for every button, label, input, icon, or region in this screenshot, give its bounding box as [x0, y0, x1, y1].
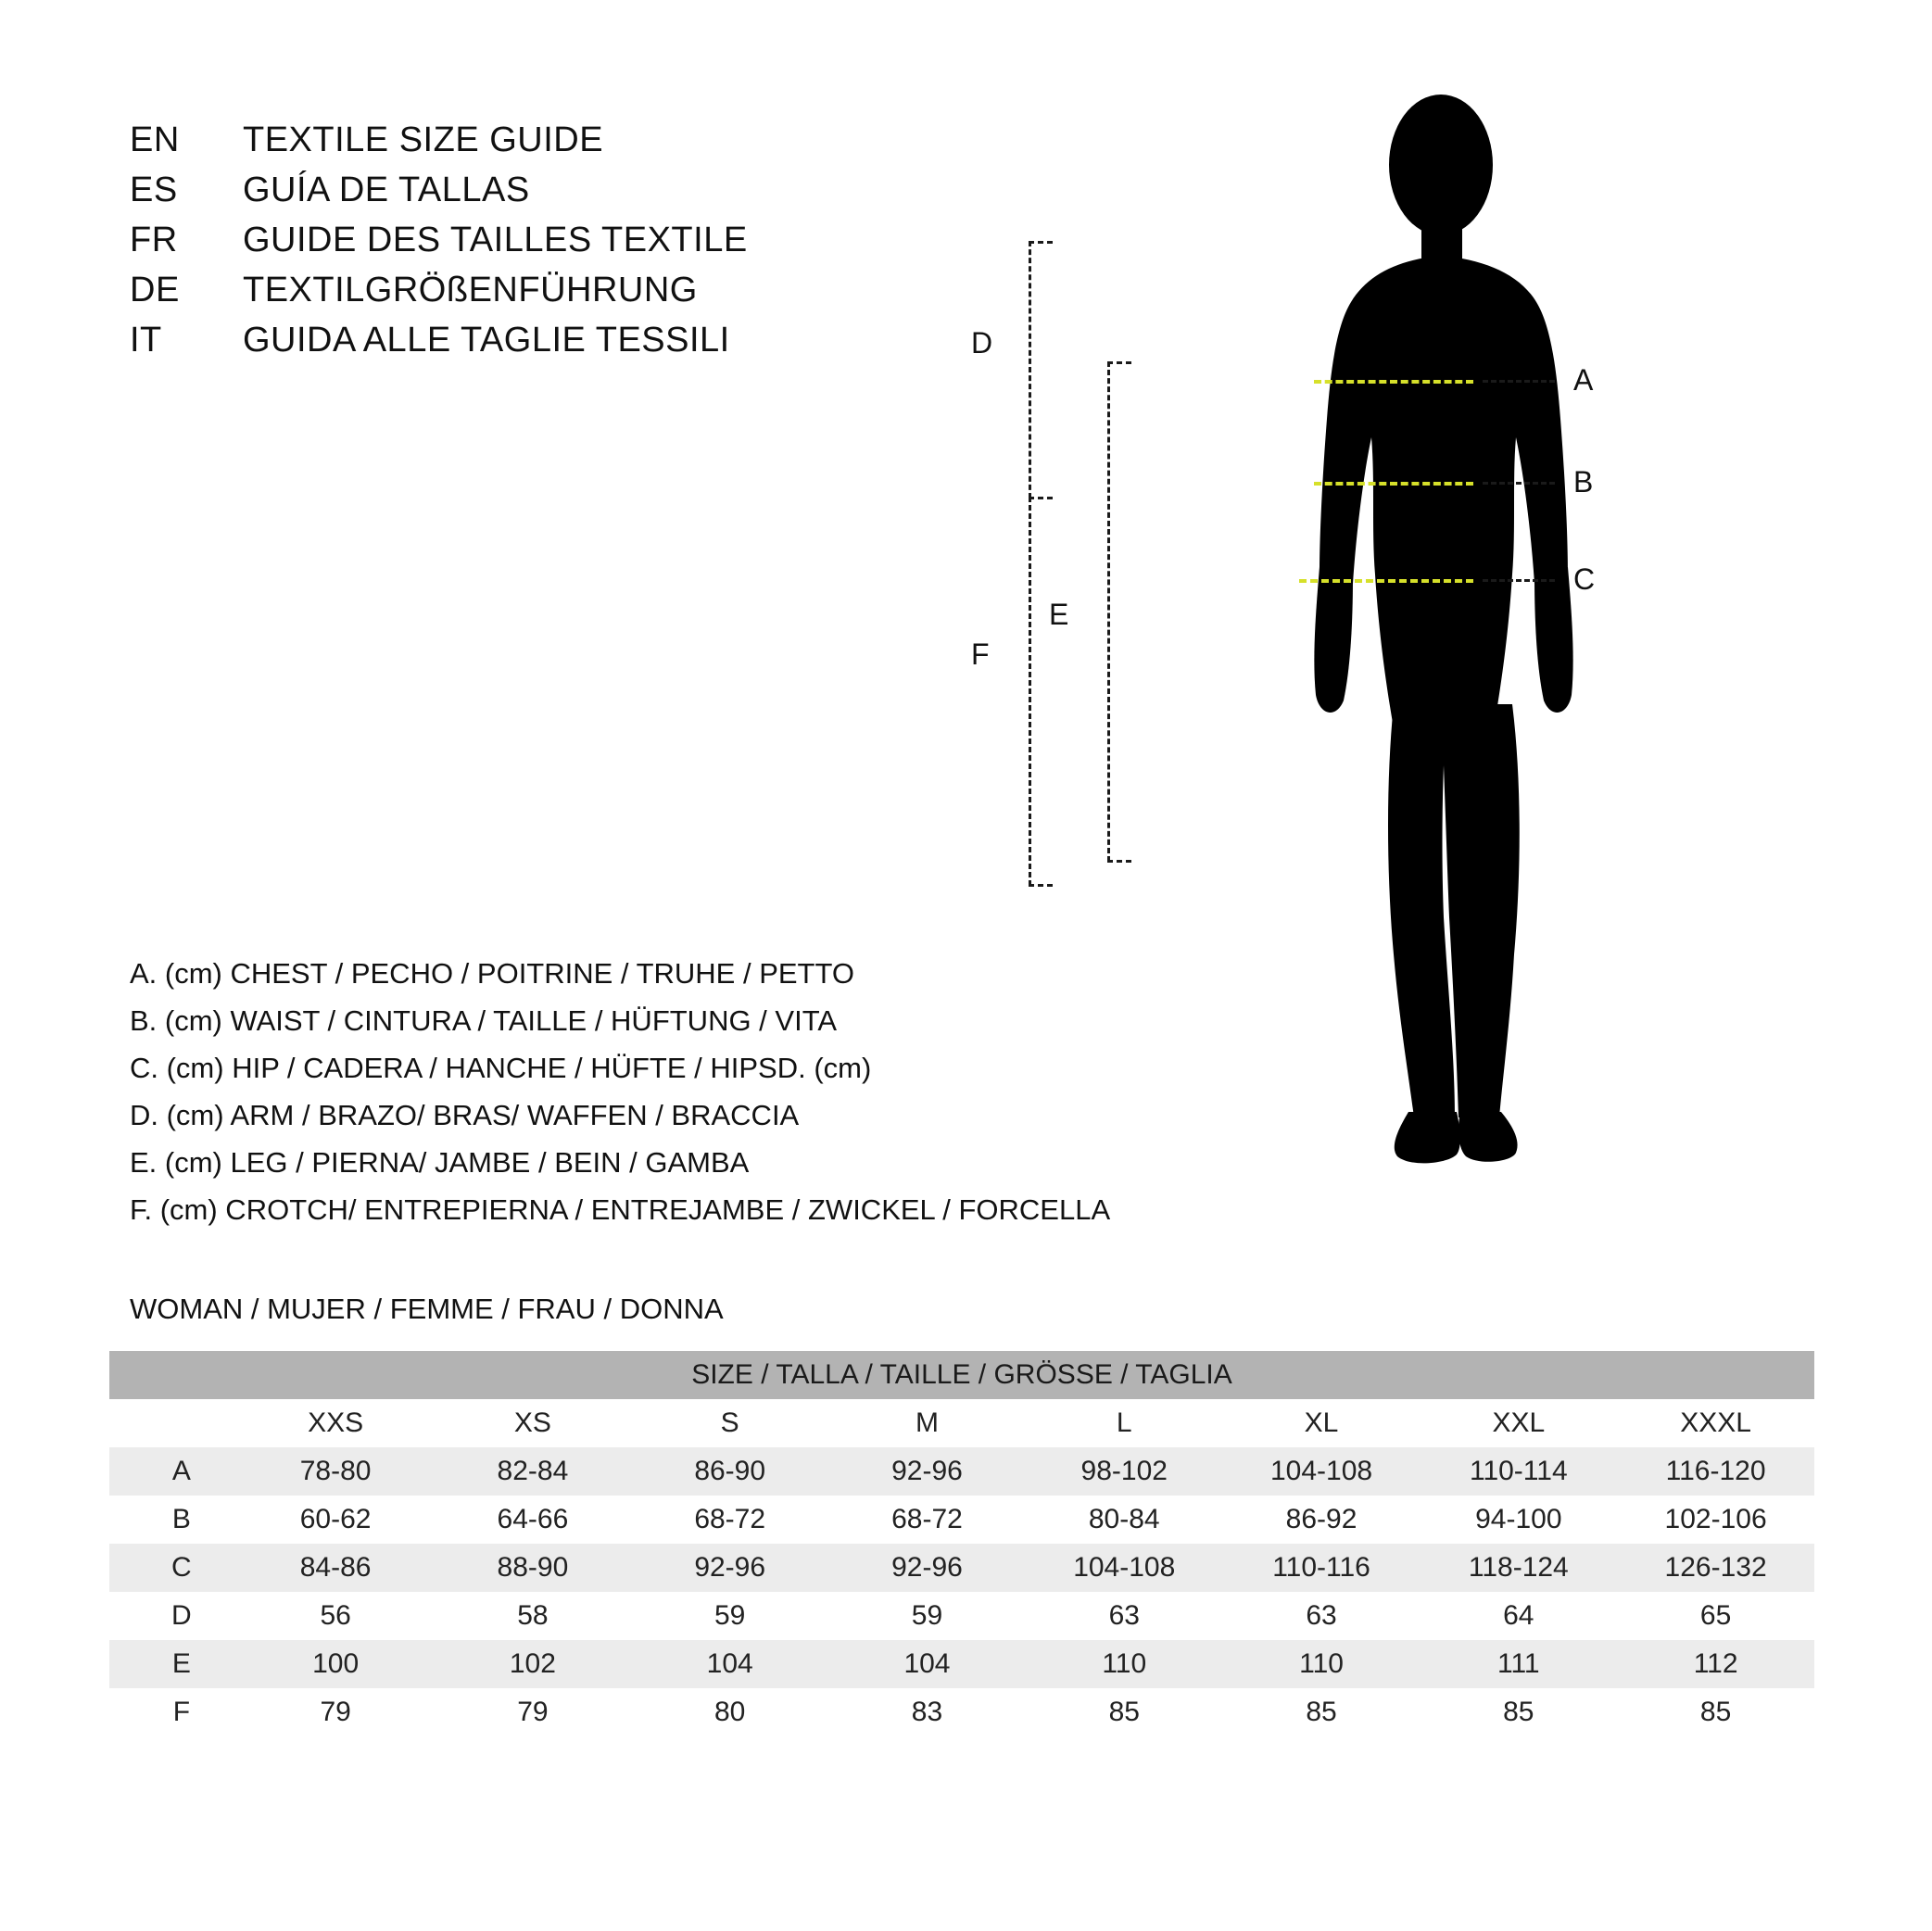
title-row-es: [130, 170, 748, 221]
dimension-label-c: C: [1573, 562, 1596, 596]
table-banner-label: SIZE / TALLA / TAILLE / GRÖSSE / TAGLIA: [109, 1351, 1814, 1399]
dimension-label-d: D: [971, 326, 993, 360]
legend-block: [130, 959, 1110, 1243]
title-lang-en: EN: [130, 120, 180, 159]
table-col-header-xxl: XXL: [1420, 1399, 1617, 1447]
legend-item-f: F. (cm) CROTCH/ ENTREPIERNA / ENTREJAMBE / ZWICKEL / FORCELLA: [130, 1193, 1111, 1226]
crotch-guide-cap-bottom: [1029, 884, 1053, 887]
title-lang-es: ES: [130, 170, 178, 209]
table-col-header-xl: XL: [1223, 1399, 1421, 1447]
cell-b-xxxl: 102-106: [1617, 1496, 1814, 1544]
cell-d-s: 59: [631, 1592, 828, 1640]
leg-dimension-guide: [1107, 361, 1110, 862]
cell-e-xs: 102: [435, 1640, 632, 1688]
cell-b-xl: 86-92: [1223, 1496, 1421, 1544]
row-label-c: C: [109, 1544, 237, 1592]
legend-item-e: E. (cm) LEG / PIERNA/ JAMBE / BEIN / GAMBA: [130, 1146, 750, 1179]
cell-f-s: 80: [631, 1688, 828, 1736]
table-row: [109, 1496, 1814, 1544]
leg-guide-cap-bottom: [1107, 860, 1131, 863]
title-row-it: [130, 321, 748, 371]
cell-a-m: 92-96: [828, 1447, 1026, 1496]
title-text-de: TEXTILGRÖßENFÜHRUNG: [243, 271, 698, 309]
cell-b-xxl: 94-100: [1420, 1496, 1617, 1544]
table-corner-cell: [109, 1399, 237, 1447]
cell-c-m: 92-96: [828, 1544, 1026, 1592]
title-text-en: TEXTILE SIZE GUIDE: [243, 120, 604, 159]
cell-f-xxl: 85: [1420, 1688, 1617, 1736]
cell-f-m: 83: [828, 1688, 1026, 1736]
title-lang-fr: FR: [130, 221, 178, 259]
cell-d-xxs: 56: [237, 1592, 435, 1640]
cell-b-l: 80-84: [1026, 1496, 1223, 1544]
table-col-header-xxs: XXS: [237, 1399, 435, 1447]
leader-line-c: [1483, 579, 1555, 582]
row-label-e: E: [109, 1640, 237, 1688]
cell-e-l: 110: [1026, 1640, 1223, 1688]
title-row-fr: [130, 221, 748, 271]
cell-e-xxs: 100: [237, 1640, 435, 1688]
cell-f-xxxl: 85: [1617, 1688, 1814, 1736]
cell-c-xxxl: 126-132: [1617, 1544, 1814, 1592]
table-row: [109, 1688, 1814, 1736]
table-col-header-s: S: [631, 1399, 828, 1447]
cell-b-s: 68-72: [631, 1496, 828, 1544]
crotch-dimension-guide: [1029, 497, 1031, 886]
cell-a-xxl: 110-114: [1420, 1447, 1617, 1496]
row-label-a: A: [109, 1447, 237, 1496]
table-banner-row: [109, 1351, 1814, 1399]
arm-guide-cap-top: [1029, 241, 1053, 244]
cell-c-xxs: 84-86: [237, 1544, 435, 1592]
cell-d-xxl: 64: [1420, 1592, 1617, 1640]
cell-a-xxs: 78-80: [237, 1447, 435, 1496]
dimension-label-a: A: [1573, 363, 1594, 397]
cell-d-xs: 58: [435, 1592, 632, 1640]
cell-b-xs: 64-66: [435, 1496, 632, 1544]
cell-a-xl: 104-108: [1223, 1447, 1421, 1496]
row-label-b: B: [109, 1496, 237, 1544]
legend-item-c: C. (cm) HIP / CADERA / HANCHE / HÜFTE / HIPSD. (cm): [130, 1052, 872, 1084]
cell-f-xxs: 79: [237, 1688, 435, 1736]
dimension-label-b: B: [1573, 465, 1594, 499]
cell-f-xl: 85: [1223, 1688, 1421, 1736]
leg-guide-cap-top: [1107, 361, 1131, 364]
title-text-es: GUÍA DE TALLAS: [243, 170, 530, 209]
title-lang-it: IT: [130, 321, 162, 360]
cell-c-s: 92-96: [631, 1544, 828, 1592]
title-row-en: [130, 120, 748, 170]
cell-c-xl: 110-116: [1223, 1544, 1421, 1592]
title-text-it: GUIDA ALLE TAGLIE TESSILI: [243, 321, 730, 360]
table-header-row: [109, 1399, 1814, 1447]
cell-c-xxl: 118-124: [1420, 1544, 1617, 1592]
cell-b-xxs: 60-62: [237, 1496, 435, 1544]
cell-e-xxl: 111: [1420, 1640, 1617, 1688]
cell-e-m: 104: [828, 1640, 1026, 1688]
table-row: [109, 1447, 1814, 1496]
table-col-header-xxxl: XXXL: [1617, 1399, 1814, 1447]
cell-a-s: 86-90: [631, 1447, 828, 1496]
table-row: [109, 1640, 1814, 1688]
cell-d-xl: 63: [1223, 1592, 1421, 1640]
legend-item-a: A. (cm) CHEST / PECHO / POITRINE / TRUHE / PETTO: [130, 957, 854, 990]
table-col-header-l: L: [1026, 1399, 1223, 1447]
leader-line-b: [1483, 482, 1555, 485]
legend-item-b: B. (cm) WAIST / CINTURA / TAILLE / HÜFTUNG / VITA: [130, 1004, 838, 1037]
cell-e-xxxl: 112: [1617, 1640, 1814, 1688]
group-label: WOMAN / MUJER / FEMME / FRAU / DONNA: [130, 1293, 724, 1325]
cell-a-xs: 82-84: [435, 1447, 632, 1496]
cell-c-l: 104-108: [1026, 1544, 1223, 1592]
title-text-fr: GUIDE DES TAILLES TEXTILE: [243, 221, 748, 259]
cell-a-l: 98-102: [1026, 1447, 1223, 1496]
row-label-f: F: [109, 1688, 237, 1736]
cell-f-xs: 79: [435, 1688, 632, 1736]
cell-a-xxxl: 116-120: [1617, 1447, 1814, 1496]
dimension-label-e: E: [1049, 598, 1069, 631]
size-table: [109, 1351, 1814, 1736]
cell-c-xs: 88-90: [435, 1544, 632, 1592]
cell-d-xxxl: 65: [1617, 1592, 1814, 1640]
leader-line-a: [1483, 380, 1555, 383]
cell-d-m: 59: [828, 1592, 1026, 1640]
chest-measure-line: [1314, 380, 1473, 384]
cell-e-s: 104: [631, 1640, 828, 1688]
dimension-label-f: F: [971, 637, 990, 671]
size-table-wrapper: [109, 1351, 1814, 1736]
hip-measure-line: [1299, 579, 1473, 583]
cell-d-l: 63: [1026, 1592, 1223, 1640]
legend-item-d: D. (cm) ARM / BRAZO/ BRAS/ WAFFEN / BRACCIA: [130, 1099, 800, 1131]
table-row: [109, 1592, 1814, 1640]
row-label-d: D: [109, 1592, 237, 1640]
table-row: [109, 1544, 1814, 1592]
title-row-de: [130, 271, 748, 321]
table-col-header-xs: XS: [435, 1399, 632, 1447]
cell-f-l: 85: [1026, 1688, 1223, 1736]
table-col-header-m: M: [828, 1399, 1026, 1447]
arm-guide-cap-bottom: [1029, 497, 1053, 499]
waist-measure-line: [1314, 482, 1473, 486]
body-measurement-figure: [971, 74, 1816, 1186]
title-lang-de: DE: [130, 271, 180, 309]
title-block: [130, 120, 748, 371]
cell-e-xl: 110: [1223, 1640, 1421, 1688]
cell-b-m: 68-72: [828, 1496, 1026, 1544]
arm-dimension-guide: [1029, 241, 1031, 499]
woman-silhouette-icon: [1279, 93, 1612, 1191]
